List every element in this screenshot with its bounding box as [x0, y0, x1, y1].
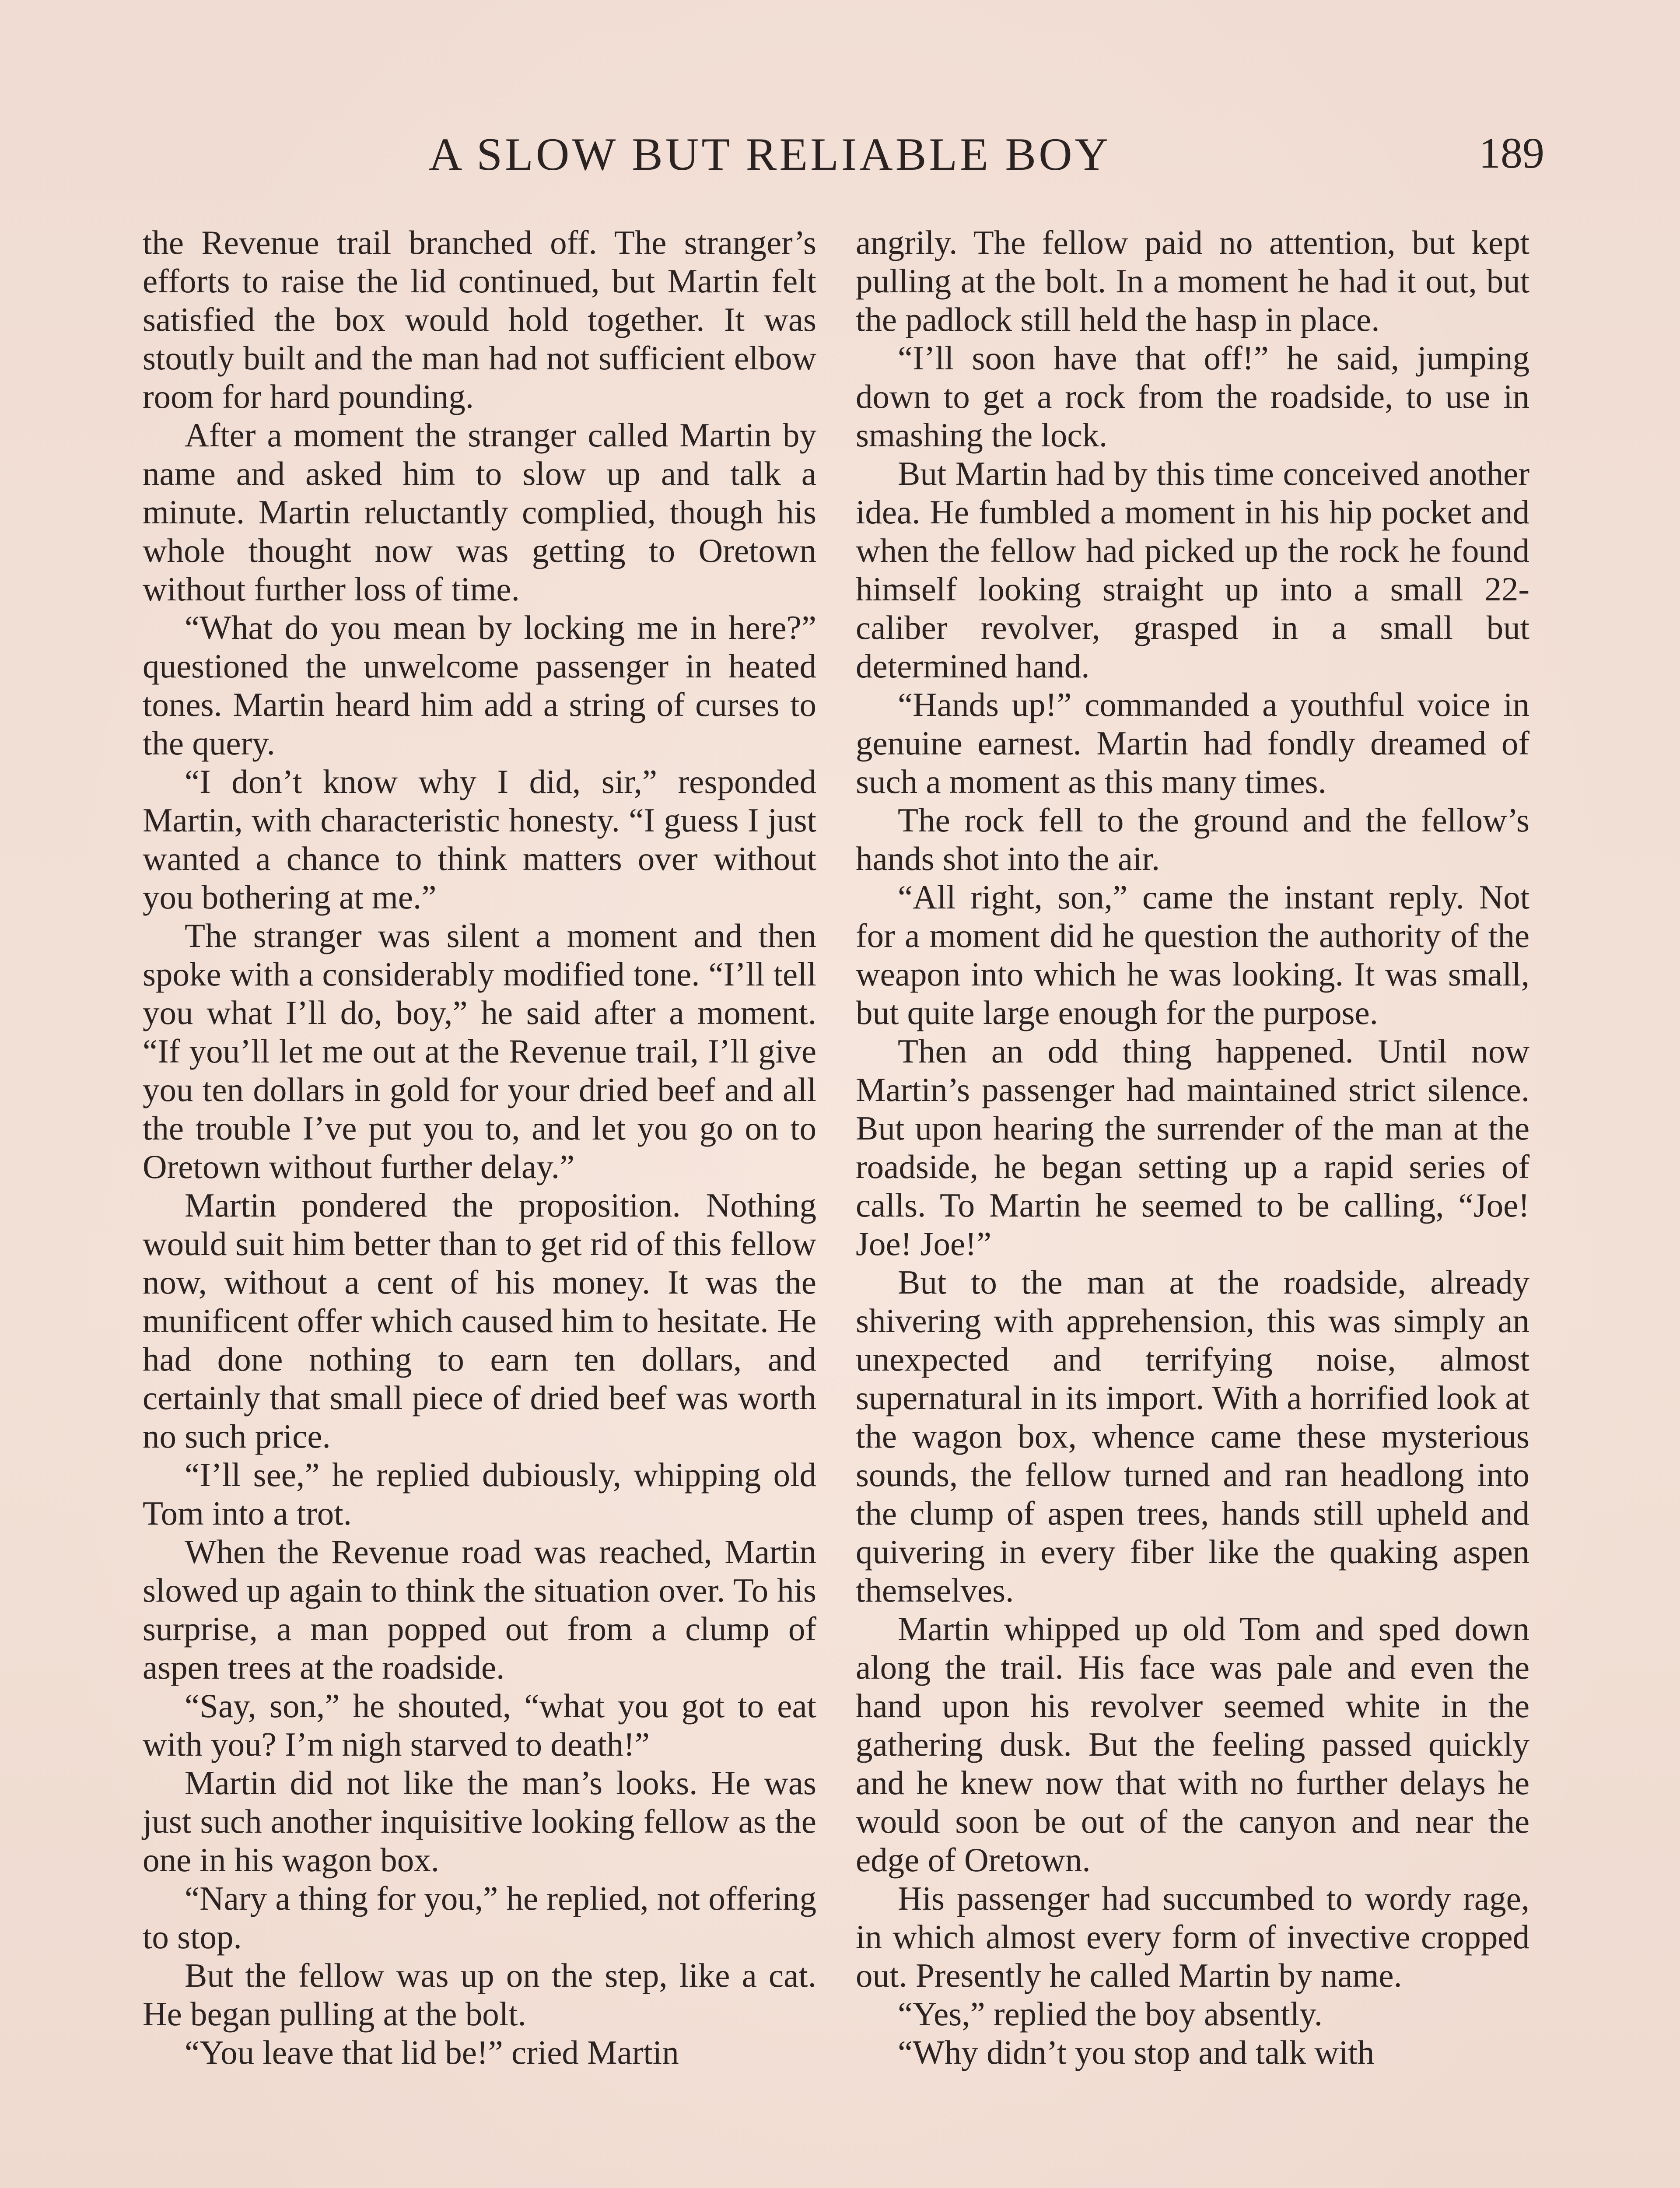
- paragraph: the Revenue trail branched off. The stranger’s efforts to raise the lid continued, but Martin felt satisfied the box would hold together. It was stoutly built and the man had not sufficient elbow room for hard pounding.: [143, 224, 816, 415]
- paragraph: After a moment the stranger called Martin by name and asked him to slow up and talk a minute. Martin reluctantly complied, though his whole thought now was getting to Oretown without further loss of time.: [143, 416, 816, 608]
- paragraph: The stranger was silent a moment and then spoke with a considerably modified tone. “I’ll tell you what I’ll do, boy,” he said after a moment. “If you’ll let me out at the Revenue trail, I’ll give you ten dollars in gold for your dried beef and all the trouble I’ve put you to, and let you go on to Oretown without further delay.”: [143, 917, 816, 1185]
- paragraph: “Yes,” replied the boy absently.: [898, 1995, 1323, 2033]
- paragraph: But to the man at the roadside, already shivering with apprehension, this was simply an unexpected and terrifying noise, almost supernatural in its import. With a horrified look at the wagon box, whence came these mysterious sounds, the fellow turned and ran headlong into the clump of aspen trees, hands still upheld and quivering in every fiber like the quaking aspen themselves.: [856, 1263, 1530, 1609]
- paragraph: “Hands up!” commanded a youthful voice in genuine earnest. Martin had fondly dreamed of such a moment as this many times.: [856, 686, 1530, 800]
- paragraph: “Why didn’t you stop and talk with: [898, 2034, 1375, 2071]
- paragraph: But the fellow was up on the step, like a cat. He began pulling at the bolt.: [143, 1957, 816, 2033]
- paragraph: “You leave that lid be!” cried Martin: [185, 2034, 679, 2071]
- paragraph: His passenger had succumbed to wordy rage, in which almost every form of invective cropped out. Presently he called Martin by name.: [856, 1879, 1530, 1994]
- paragraph: “What do you mean by locking me in here?” questioned the unwelcome passenger in heated tones. Martin heard him add a string of curses to the query.: [143, 609, 816, 762]
- paragraph: “I’ll soon have that off!” he said, jumping down to get a rock from the roadside, to use in smashing the lock.: [856, 339, 1530, 454]
- paragraph: The rock fell to the ground and the fellow’s hands shot into the air.: [856, 801, 1530, 877]
- paragraph: Martin whipped up old Tom and sped down along the trail. His face was pale and even the hand upon his revolver seemed white in the gathering dusk. But the feeling passed quickly and he knew now that with no further delays he would soon be out of the canyon and near the edge of Oretown.: [856, 1610, 1530, 1879]
- paragraph: But Martin had by this time conceived another idea. He fumbled a moment in his hip pocket and when the fellow had picked up the rock he found himself looking straight up into a small 22-caliber revolver, grasped in a small but determined hand.: [856, 455, 1530, 685]
- paragraph: Martin did not like the man’s looks. He was just such another inquisitive looking fellow as the one in his wagon box.: [143, 1764, 816, 1879]
- running-head-title: A SLOW BUT RELIABLE BOY: [429, 129, 1111, 180]
- paragraph: “I’ll see,” he replied dubiously, whipping old Tom into a trot.: [143, 1456, 816, 1532]
- paragraph: When the Revenue road was reached, Martin slowed up again to think the situation over. To his surprise, a man popped out from a clump of aspen trees at the roadside.: [143, 1533, 816, 1686]
- paragraph: “All right, son,” came the instant reply. Not for a moment did he question the authority of the weapon into which he was looking. It was small, but quite large enough for the purpose.: [856, 878, 1530, 1031]
- paragraph: “Say, son,” he shouted, “what you got to eat with you? I’m nigh starved to death!”: [143, 1687, 816, 1763]
- paragraph: Martin pondered the proposition. Nothing would suit him better than to get rid of this fellow now, without a cent of his money. It was the munificent offer which caused him to hesitate. He had done nothing to earn ten dollars, and certainly that small piece of dried beef was worth no such price.: [143, 1186, 816, 1455]
- paragraph: angrily. The fellow paid no attention, but kept pulling at the bolt. In a moment he had it out, but the padlock still held the hasp in place.: [856, 224, 1530, 338]
- page-number: 189: [1479, 129, 1544, 177]
- right-text-column: [856, 223, 1530, 2072]
- left-text-column: [143, 223, 816, 2072]
- paragraph: Then an odd thing happened. Until now Martin’s passenger had maintained strict silence. But upon hearing the surrender of the man at the roadside, he began setting up a rapid series of calls. To Martin he seemed to be calling, “Joe! Joe! Joe!”: [856, 1032, 1530, 1262]
- paragraph: “I don’t know why I did, sir,” responded Martin, with characteristic honesty. “I guess I just wanted a chance to think matters over without you bothering at me.”: [143, 763, 816, 916]
- paragraph: “Nary a thing for you,” he replied, not offering to stop.: [143, 1879, 816, 1956]
